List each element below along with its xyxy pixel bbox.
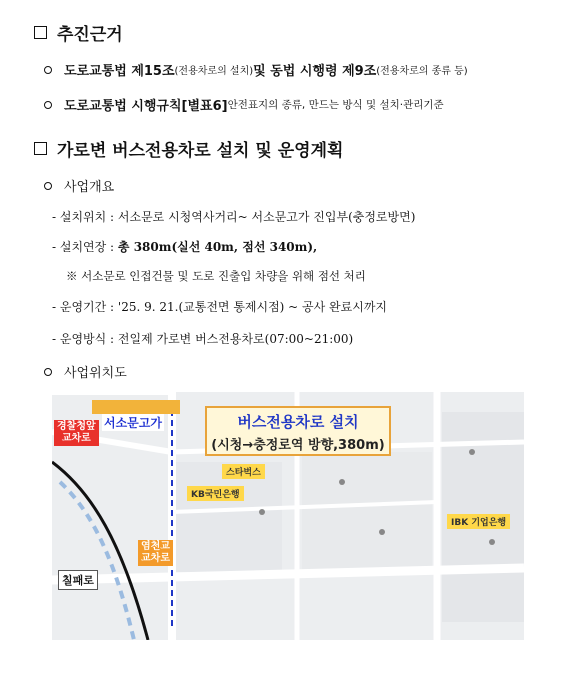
- seosomun-overpass-label: 서소문고가: [104, 416, 162, 430]
- bullet-circle-icon: [44, 66, 52, 74]
- map-heading: [44, 362, 127, 381]
- law-note: (전용차로의 설치): [174, 66, 254, 77]
- length-prefix: - 설치연장 :: [52, 240, 118, 254]
- callout-subtitle: (시청→충정로역 방향,380m): [211, 438, 385, 453]
- length-value: 총 380m(실선 40m, 점선 340m),: [117, 240, 318, 254]
- location-map: [52, 392, 524, 640]
- period-line: - 운영기간 : '25. 9. 21.(교통전면 통제시점) ~ 공사 완료시까지: [52, 300, 388, 314]
- bullet-circle-icon: [44, 101, 52, 109]
- bus-lane-callout: [205, 406, 391, 456]
- section-title: 추진근거: [57, 25, 123, 45]
- section-heading-plan: [34, 136, 343, 161]
- checkbox-square-icon: [34, 26, 47, 39]
- overview-label: 사업개요: [64, 180, 115, 195]
- gyeongchal-intersection-tag: 경찰청앞 교차로: [54, 420, 99, 446]
- overview-heading: [44, 176, 114, 195]
- kb-bank-label: KB국민은행: [187, 486, 244, 501]
- section-heading-basis: [34, 20, 123, 45]
- starbucks-label: 스타벅스: [222, 464, 265, 479]
- location-line: - 설치위치 : 서소문로 시청역사거리~ 서소문고가 진입부(충정로방면): [52, 210, 416, 224]
- section-title: 가로변 버스전용차로 설치 및 운영계획: [57, 141, 344, 161]
- law-note-2: (전용차로의 종류 등): [376, 66, 468, 77]
- law-name: 도로교통법 제15조: [64, 64, 175, 79]
- bullet-circle-icon: [44, 368, 52, 376]
- yeomcheon-intersection-tag: 염천교 교차로: [138, 540, 173, 566]
- method-line: - 운영방식 : 전일제 가로변 버스전용차로(07:00~21:00): [52, 332, 354, 346]
- basis-item-1: [44, 60, 468, 79]
- rule-desc: 안전표지의 종류, 만드는 방식 및 설치·관리기준: [227, 99, 444, 111]
- basis-item-2: [44, 95, 444, 114]
- callout-title: 버스전용차로 설치: [237, 413, 359, 431]
- rule-name: 도로교통법 시행규칙[별표6]: [64, 99, 228, 114]
- bullet-circle-icon: [44, 182, 52, 190]
- chilpaero-label: 칠패로: [58, 570, 98, 590]
- length-line: [52, 238, 317, 255]
- checkbox-square-icon: [34, 142, 47, 155]
- ibk-bank-label: IBK 기업은행: [447, 514, 510, 529]
- note-line: ※ 서소문로 인접건물 및 도로 진출입 차량을 위해 점선 처리: [66, 269, 366, 283]
- law-name-2: 및 동법 시행령 제9조: [253, 64, 377, 79]
- map-label: 사업위치도: [64, 366, 127, 381]
